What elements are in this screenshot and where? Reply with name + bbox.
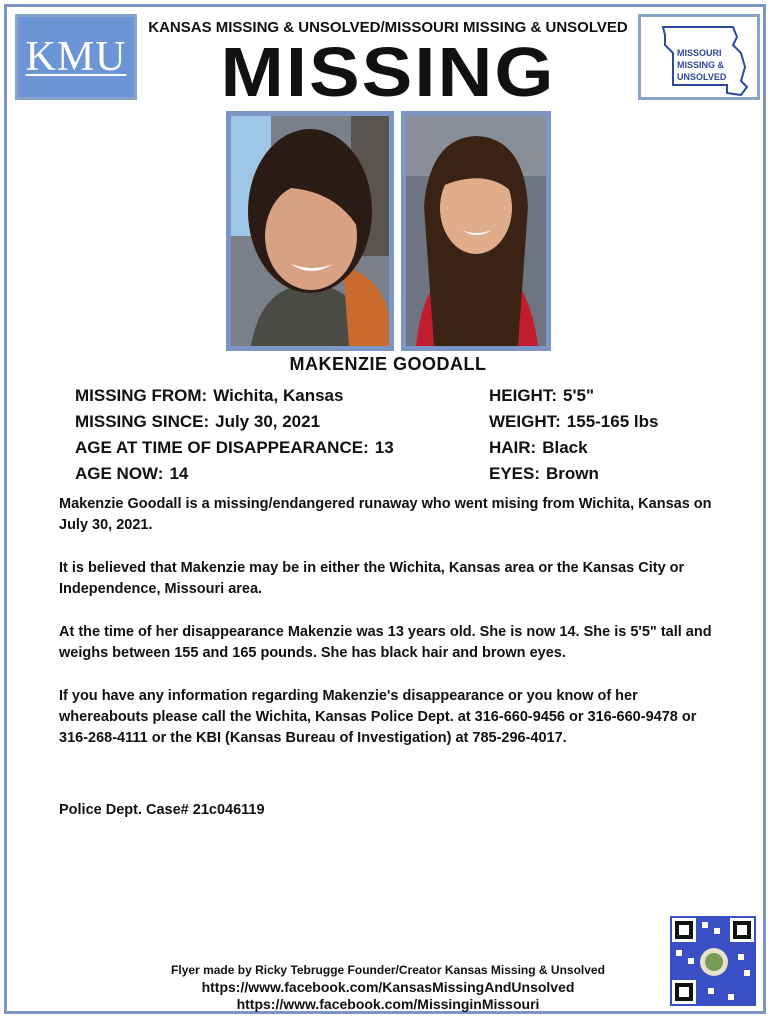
facts-left-column <box>75 385 394 489</box>
fact-value: Brown <box>546 464 599 483</box>
fact-value: July 30, 2021 <box>215 412 321 431</box>
fact-value: Black <box>542 438 588 457</box>
fact-value: 14 <box>169 464 189 483</box>
description-paragraph: At the time of her disappearance Makenzie was 13 years old. She is now 14. She is 5'5" tall and weighs between 155 and 165 pounds. She has black hair and brown eyes. <box>59 624 712 661</box>
missing-person-name: MAKENZIE GOODALL <box>289 354 487 374</box>
fact-label: MISSING FROM: <box>75 386 208 405</box>
facebook-link-kansas[interactable]: https://www.facebook.com/KansasMissingAndUnsolved <box>201 979 575 995</box>
fact-height <box>489 385 658 411</box>
description-paragraph: If you have any information regarding Makenzie's disappearance or you know of her whereabouts please call the Wichita, Kansas Police Dept. at 316-660-9456 or 316-660-9478 or 316-268-4111 or the KBI (Kansas Bureau of Investigation) at 785-296-4017. <box>59 688 697 746</box>
missing-headline: MISSING <box>220 33 556 112</box>
missing-person-photo-2 <box>401 111 551 351</box>
flyer-credit: Flyer made by Ricky Tebrugge Founder/Creator Kansas Missing & Unsolved <box>171 963 605 977</box>
fact-value: Wichita, Kansas <box>213 386 344 405</box>
portrait-photo-icon <box>406 116 546 346</box>
fact-label: AGE NOW: <box>75 464 164 483</box>
portrait-photo-icon <box>231 116 389 346</box>
fact-value: 155-165 lbs <box>566 412 659 431</box>
fact-weight <box>489 411 658 437</box>
fact-label: HAIR: <box>489 438 537 457</box>
fact-hair <box>489 437 658 463</box>
fact-eyes <box>489 463 658 489</box>
fact-label: AGE AT TIME OF DISAPPEARANCE: <box>75 438 369 457</box>
fact-label: HEIGHT: <box>489 386 557 405</box>
facts-right-column <box>489 385 658 489</box>
kmu-logo-text: KMU <box>25 34 127 80</box>
description-paragraph: Makenzie Goodall is a missing/endangered runaway who went mising from Wichita, Kansas on July 30, 2021. <box>59 496 712 533</box>
fact-missing-since <box>75 411 394 437</box>
kmu-logo <box>15 14 137 100</box>
fact-label: MISSING SINCE: <box>75 412 210 431</box>
missouri-missing-logo <box>638 14 760 100</box>
qr-code[interactable] <box>668 914 758 1008</box>
fact-label: EYES: <box>489 464 541 483</box>
missouri-logo-text: MISSOURI MISSING & UNSOLVED <box>677 48 727 82</box>
qr-code-icon <box>668 914 758 1008</box>
fact-value: 5'5" <box>563 386 595 405</box>
fact-missing-from <box>75 385 394 411</box>
description-text <box>59 494 724 771</box>
fact-age-now <box>75 463 394 489</box>
fact-age-at-disappearance <box>75 437 394 463</box>
organization-title: KANSAS MISSING & UNSOLVED/MISSOURI MISSING & UNSOLVED <box>148 19 628 36</box>
missing-person-photo-1 <box>226 111 394 351</box>
description-paragraph: It is believed that Makenzie may be in either the Wichita, Kansas area or the Kansas City or Independence, Missouri area. <box>59 560 685 597</box>
facebook-link-missouri[interactable]: https://www.facebook.com/MissinginMissouri <box>236 996 540 1012</box>
case-number: Police Dept. Case# 21c046119 <box>59 802 265 818</box>
fact-label: WEIGHT: <box>489 412 561 431</box>
flyer-footer <box>100 962 676 1013</box>
fact-value: 13 <box>374 438 394 457</box>
